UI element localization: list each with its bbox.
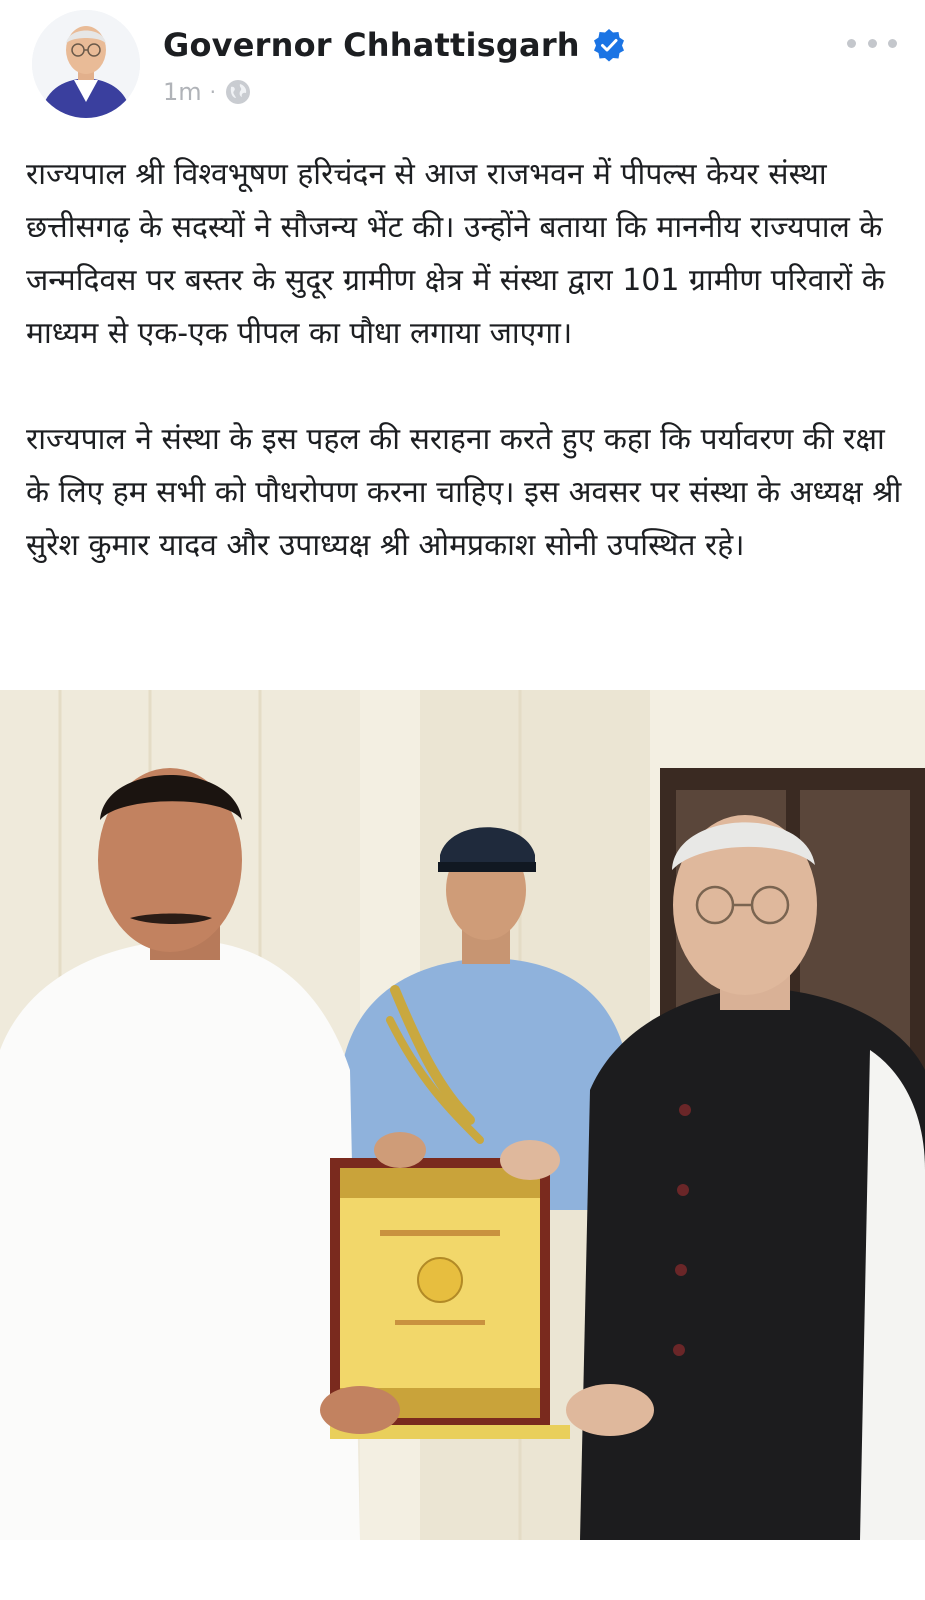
post-timestamp[interactable]: 1m: [163, 78, 202, 106]
post-text: [26, 148, 906, 572]
more-options-icon: [847, 39, 856, 48]
post-paragraph-1: राज्यपाल श्री विश्वभूषण हरिचंदन से आज राजभवन में पीपल्स केयर संस्था छत्तीसगढ़ के सदस्यों ने सौजन्य भेंट की। उन्होंने बताया कि माननीय राज्यपाल के जन्मदिवस पर बस्तर के सुदूर ग्रामीण क्षेत्र में संस्था द्वारा 101 ग्रामीण परिवारों के माध्यम से एक-एक पीपल का पौधा लगाया जाएगा।: [26, 157, 885, 351]
page-name[interactable]: Governor Chhattisgarh: [163, 26, 580, 64]
author-row: [163, 26, 626, 64]
post-meta: [163, 78, 252, 106]
globe-icon[interactable]: [224, 78, 252, 106]
meta-separator: ·: [209, 80, 217, 104]
more-options-button[interactable]: [847, 28, 897, 58]
post-footer-spacer: [0, 1540, 925, 1600]
meeting-photo-image: [0, 690, 925, 1540]
verified-badge-icon: [592, 28, 626, 62]
more-options-icon: [868, 39, 877, 48]
avatar-portrait-icon: [32, 10, 140, 118]
post-photo[interactable]: [0, 690, 925, 1540]
author-avatar[interactable]: [32, 10, 140, 118]
more-options-icon: [888, 39, 897, 48]
post-header: [0, 0, 925, 120]
post-paragraph-2: राज्यपाल ने संस्था के इस पहल की सराहना करते हुए कहा कि पर्यावरण की रक्षा के लिए हम सभी को पौधरोपण करना चाहिए। इस अवसर पर संस्था के अध्यक्ष श्री सुरेश कुमार यादव और उपाध्यक्ष श्री ओमप्रकाश सोनी उपस्थित रहे।: [26, 422, 902, 563]
